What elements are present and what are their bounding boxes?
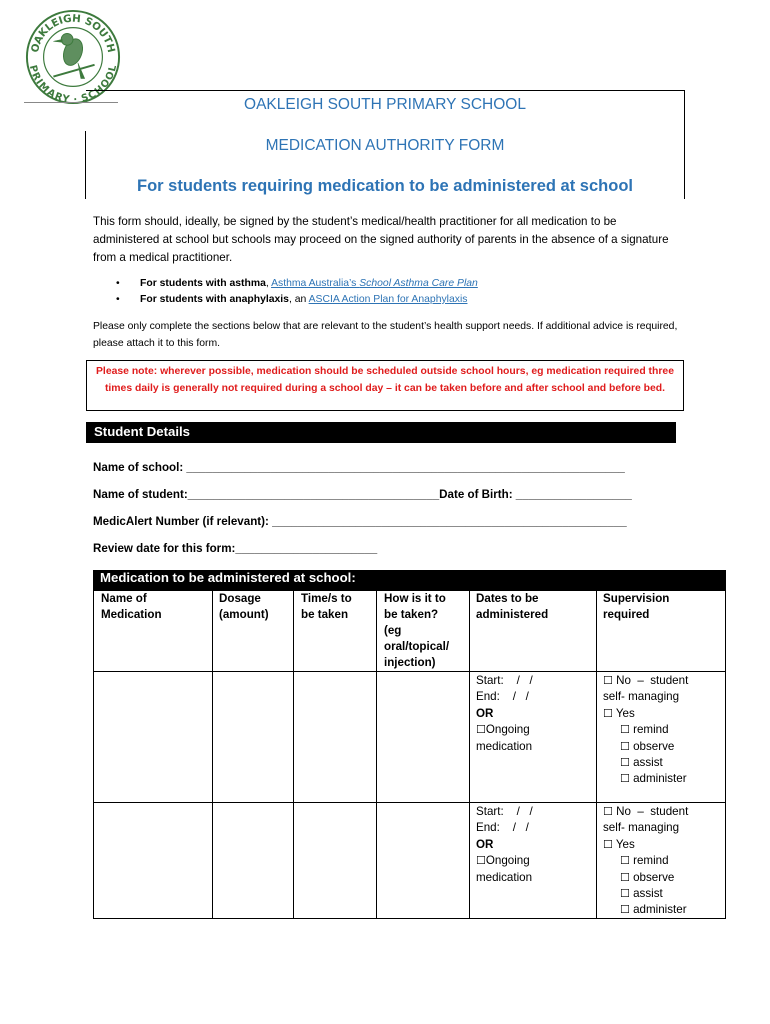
- school-name: OAKLEIGH SOUTH PRIMARY SCHOOL: [244, 96, 526, 113]
- yes-checkbox[interactable]: ☐ Yes: [603, 706, 635, 720]
- medication-table: [93, 570, 726, 919]
- form-title: MEDICATION AUTHORITY FORM: [265, 137, 505, 154]
- ongoing-checkbox[interactable]: ☐Ongoing: [476, 723, 530, 737]
- column-header-method: How is it to be taken? (eg oral/topical/ injection): [384, 592, 450, 669]
- column-header-dosage: Dosage (amount): [219, 592, 269, 621]
- observe-checkbox[interactable]: ☐ observe: [620, 739, 675, 753]
- medication-table-heading: Medication to be administered at school:: [93, 570, 596, 590]
- observe-checkbox[interactable]: ☐ observe: [620, 870, 675, 884]
- yes-checkbox[interactable]: ☐ Yes: [603, 837, 635, 851]
- administer-checkbox[interactable]: ☐ administer: [620, 903, 687, 917]
- anaphylaxis-label: For students with anaphylaxis: [140, 294, 289, 305]
- assist-checkbox[interactable]: ☐ assist: [620, 756, 663, 770]
- help-text: Please only complete the sections below that are relevant to the student’s health support needs. If additional advice is required, please attach it to this form.: [93, 321, 678, 349]
- bird-icon: [53, 33, 94, 78]
- form-subtitle: For students requiring medication to be administered at school: [137, 177, 633, 195]
- logo-bottom-text: PRIMARY · SCHOOL: [26, 64, 120, 106]
- supervision-cell: ☐ No – student self- managing ☐ Yes ☐ remind ☐ observe ☐ assist ☐ administer: [603, 673, 721, 788]
- ongoing-checkbox[interactable]: ☐Ongoing: [476, 854, 530, 868]
- column-header-dates: Dates to be administered: [476, 592, 549, 621]
- no-checkbox[interactable]: ☐ No – student: [603, 805, 689, 818]
- asthma-label: For students with asthma: [140, 278, 266, 289]
- resource-list: [116, 276, 478, 308]
- logo-top-text: OAKLEIGH SOUTH: [28, 12, 118, 54]
- note-box: [86, 360, 684, 411]
- administer-checkbox[interactable]: ☐ administer: [620, 772, 687, 786]
- no-checkbox[interactable]: ☐ No – student: [603, 674, 689, 687]
- assist-checkbox[interactable]: ☐ assist: [620, 887, 663, 901]
- supervision-cell: ☐ No – student self- managing ☐ Yes ☐ remind ☐ observe ☐ assist ☐ administer: [603, 804, 721, 919]
- remind-checkbox[interactable]: ☐ remind: [620, 854, 669, 868]
- list-item: • For students with asthma, Asthma Australia’s School Asthma Care Plan: [116, 278, 478, 289]
- note-text: Please note: wherever possible, medication should be scheduled outside school hours, eg medication required three times daily is generally not required during a school day – it can be taken before and after school and before bed.: [96, 366, 674, 394]
- student-name-dob-field[interactable]: Name of student:_______________________________________Date of Birth: __________________: [93, 488, 632, 501]
- column-header-supervision: Supervision required: [603, 592, 670, 621]
- header-box: [86, 90, 685, 199]
- dates-cell: Start: / / End: / / OR ☐Ongoing medication: [476, 805, 533, 884]
- remind-checkbox[interactable]: ☐ remind: [620, 723, 669, 737]
- column-header-time: Time/s to be taken: [301, 592, 352, 621]
- ascia-action-plan-link[interactable]: ASCIA Action Plan for Anaphylaxis: [308, 294, 468, 305]
- list-item: • For students with anaphylaxis, an ASCIA Action Plan for Anaphylaxis: [116, 294, 468, 305]
- asthma-care-plan-link[interactable]: Asthma Australia’s School Asthma Care Plan: [271, 278, 478, 289]
- column-header-name: Name of Medication: [101, 592, 162, 621]
- review-date-field[interactable]: Review date for this form:______________________: [93, 542, 378, 555]
- intro-paragraph: This form should, ideally, be signed by the student’s medical/health practitioner for all medication to be administered at school but schools may proceed on the signed authority of parents in the absence of a signature from a medical practitioner.: [93, 215, 669, 264]
- dates-cell: Start: / / End: / / OR ☐Ongoing medication: [476, 674, 533, 753]
- student-details-heading: Student Details: [86, 422, 676, 443]
- school-name-field[interactable]: Name of school: ____________________________________________________________________: [93, 461, 625, 474]
- medicalert-number-field[interactable]: MedicAlert Number (if relevant): _______________________________________________________: [93, 515, 627, 528]
